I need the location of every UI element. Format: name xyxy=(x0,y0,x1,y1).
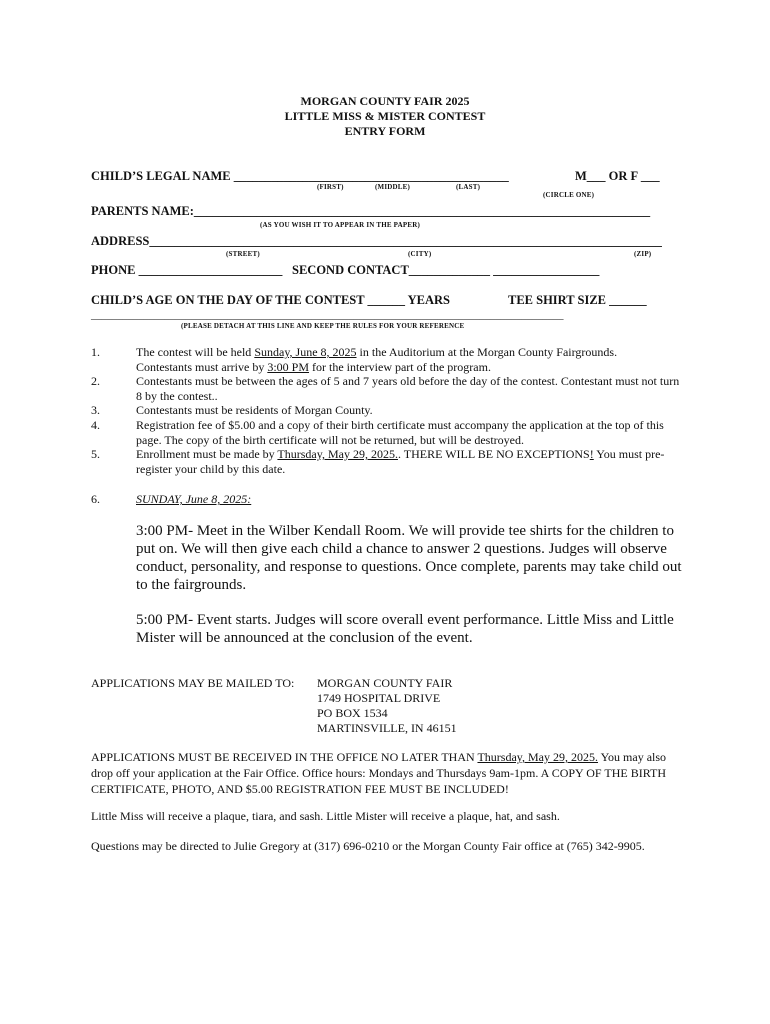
no-exceptions: . THERE WILL BE NO EXCEPTIONS xyxy=(397,447,590,461)
mailing-address-line4: MARTINSVILLE, IN 46151 xyxy=(317,721,457,735)
form-title-line1: MORGAN COUNTY FAIR 2025 xyxy=(300,94,470,108)
mailing-address-line3: PO BOX 1534 xyxy=(317,706,388,720)
parents-name-field[interactable]: PARENTS NAME:_________________________________________________________________________ xyxy=(91,204,651,218)
schedule-3pm: 3:00 PM- Meet in the Wilber Kendall Room. We will provide tee shirts for the children to put on. We will then give each child a chance to answer 2 questions. Judges will observe conduct, personality, and response to questions. Once complete, parents may take child out to the fairgrounds. xyxy=(136,523,682,593)
rule-3: Contestants must be residents of Morgan County. xyxy=(136,403,373,417)
rule-5-preregister: You must pre-register your child by this date. xyxy=(136,447,665,476)
rule-5-text: Enrollment must be made by xyxy=(136,447,278,461)
parents-name-caption: (AS YOU WISH IT TO APPEAR IN THE PAPER) xyxy=(260,221,421,229)
enrollment-deadline: Thursday, May 29, 2025. xyxy=(277,447,398,461)
schedule-heading xyxy=(136,492,251,507)
rule-2: Contestants must be between the ages of 5 and 7 years old before the day of the contest. Contestant must not turn 8 by the contest.. xyxy=(136,374,680,403)
tee-shirt-size-field[interactable]: TEE SHIRT SIZE ______ xyxy=(508,293,647,307)
deadline-paragraph xyxy=(91,749,683,797)
second-contact-field[interactable]: SECOND CONTACT_____________ _________________ xyxy=(292,263,600,277)
child-name-field[interactable]: CHILD’S LEGAL NAME ____________________________________________ xyxy=(91,169,509,183)
rule-1-text: The contest will be held xyxy=(136,345,255,359)
prizes-text: Little Miss will receive a plaque, tiara, and sash. Little Mister will receive a plaque, hat, and sash. xyxy=(91,809,560,823)
form-title-line3: ENTRY FORM xyxy=(344,124,426,138)
detach-line: __________________________________________________________________________________________ xyxy=(91,310,564,321)
contest-date: Sunday, June 8, 2025 xyxy=(254,345,357,359)
city-caption: (CITY) xyxy=(408,250,432,258)
rule-5 xyxy=(136,447,686,477)
rule-number: 4. xyxy=(91,418,100,432)
circle-one-caption: (CIRCLE ONE) xyxy=(543,191,595,199)
rule-1-interview: for the interview part of the program. xyxy=(309,360,491,374)
rule-number: 6. xyxy=(91,492,100,506)
middle-name-caption: (MIDDLE) xyxy=(375,183,411,191)
mailing-label: APPLICATIONS MAY BE MAILED TO: xyxy=(91,676,295,690)
child-age-field[interactable]: CHILD’S AGE ON THE DAY OF THE CONTEST ______ YEARS xyxy=(91,293,450,307)
detach-note: (PLEASE DETACH AT THIS LINE AND KEEP THE RULES FOR YOUR REFERENCE xyxy=(181,322,465,330)
questions-contact: Questions may be directed to Julie Gregory at (317) 696-0210 or the Morgan County Fair office at (765) 342-9905. xyxy=(91,839,645,853)
mailing-address-line2: 1749 HOSPITAL DRIVE xyxy=(317,691,441,705)
rule-number: 1. xyxy=(91,345,100,359)
deadline-details: You may also drop off your application at the Fair Office. Office hours: Mondays and Thursdays 9am-1pm. A COPY OF THE BIRTH CERTIFICATE, PHOTO, AND $5.00 REGISTRATION FEE MUST BE INCLUDED! xyxy=(91,750,667,796)
exclamation: ! xyxy=(589,447,594,461)
mailing-address-line1: MORGAN COUNTY FAIR xyxy=(317,676,453,690)
last-name-caption: (LAST) xyxy=(456,183,481,191)
rule-1-location: in the Auditorium at the Morgan County Fairgrounds. xyxy=(356,345,618,359)
schedule-5pm: 5:00 PM- Event starts. Judges will score overall event performance. Little Miss and Little Mister will be announced at the conclusion of the event. xyxy=(136,612,674,646)
rule-1 xyxy=(136,345,686,375)
form-title-line2: LITTLE MISS & MISTER CONTEST xyxy=(284,109,486,123)
schedule-date: SUNDAY, June 8, 2025: xyxy=(136,492,252,506)
rule-4: Registration fee of $5.00 and a copy of their birth certificate must accompany the application at the top of this page. The copy of the birth certificate will not be returned, but will be destroyed. xyxy=(136,418,664,447)
rule-1-arrival: Contestants must arrive by xyxy=(136,360,268,374)
phone-field[interactable]: PHONE _______________________ xyxy=(91,263,283,277)
zip-caption: (ZIP) xyxy=(634,250,652,258)
deadline-date: Thursday, May 29, 2025. xyxy=(477,750,599,764)
first-name-caption: (FIRST) xyxy=(317,183,344,191)
rule-number: 3. xyxy=(91,403,100,417)
gender-field[interactable]: M___ OR F ___ xyxy=(575,169,660,183)
street-caption: (STREET) xyxy=(226,250,260,258)
address-field[interactable]: ADDRESS__________________________________________________________________________________ xyxy=(91,234,662,248)
arrival-time: 3:00 PM xyxy=(267,360,310,374)
rule-number: 2. xyxy=(91,374,100,388)
deadline-text: APPLICATIONS MUST BE RECEIVED IN THE OFFICE NO LATER THAN xyxy=(91,750,478,764)
rule-number: 5. xyxy=(91,447,100,461)
